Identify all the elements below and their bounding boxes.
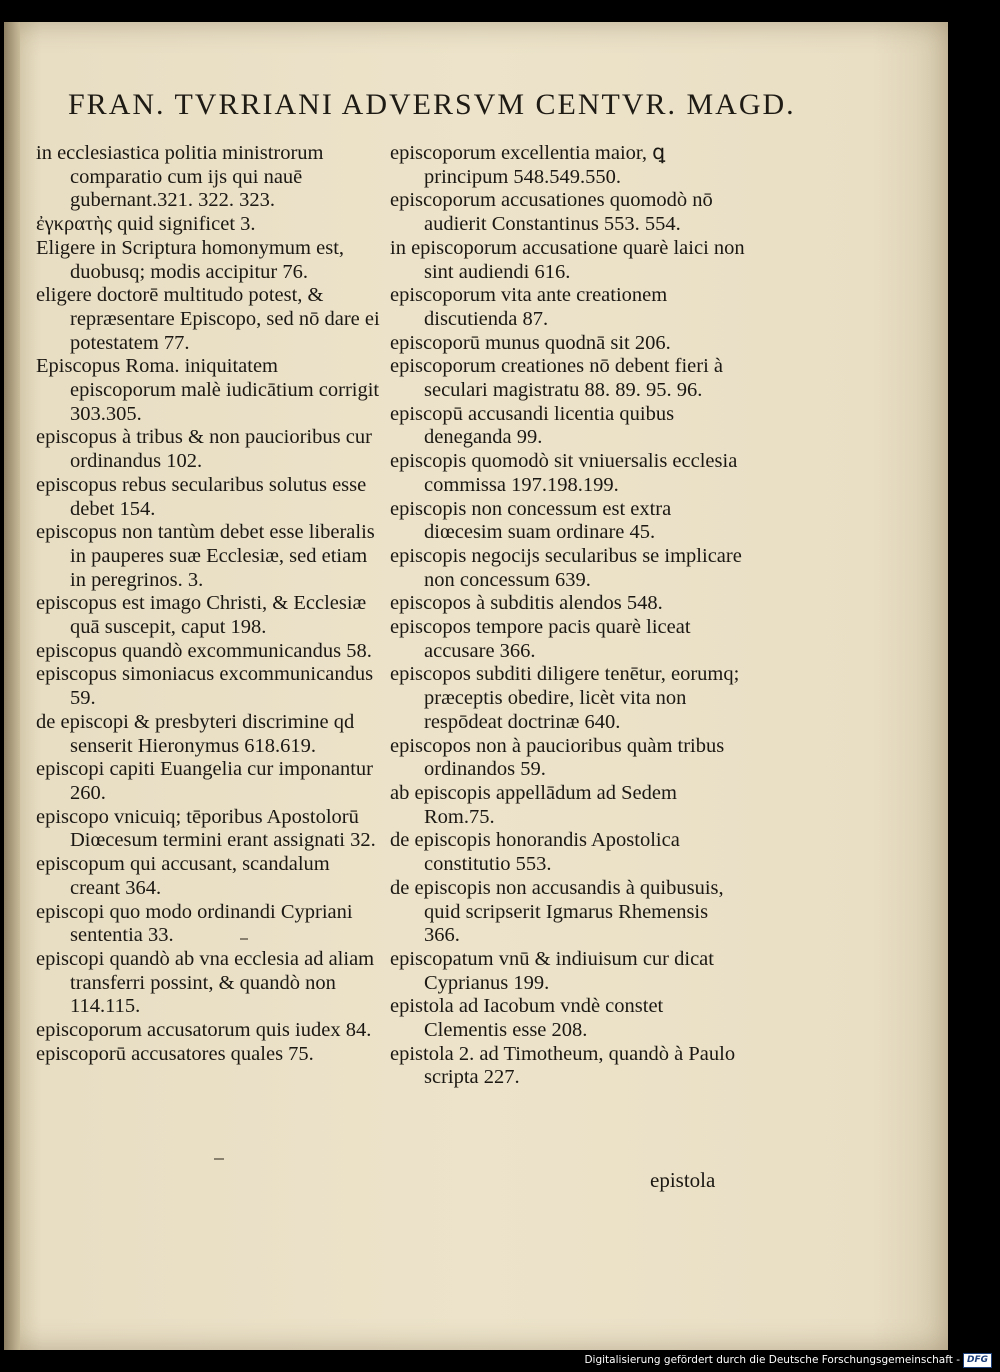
index-entry: episcopus est imago Christi, & Ecclesiæ quā suscepit, caput 198. [36, 592, 367, 639]
running-header: FRAN. TVRRIANI ADVERSVM CENTVR. MAGD. [68, 88, 796, 121]
index-entry: episcopos tempore pacis quarè liceat accusare 366. [390, 616, 691, 662]
index-entry: episcoporum creationes nō debent fieri à seculari magistratu 88. 89. 95. 96. [390, 355, 723, 402]
index-entry: Eligere in Scriptura homonymum est, duobusq; modis accipitur 76. [36, 236, 345, 283]
index-entry: epistola ad Iacobum vndè constet Clementis esse 208. [390, 995, 664, 1042]
index-entry: episcoporū accusatores quales 75. [36, 1042, 314, 1065]
index-entry: episcopos subditi diligere tenētur, eorumq; præceptis obedire, licèt vita non respōdeat doctrinæ 640. [390, 663, 740, 733]
index-entry: de episcopi & presbyteri discrimine qd senserit Hieronymus 618.619. [36, 710, 355, 757]
index-entry: episcoporum excellentia maior, ꝗ principum 548.549.550. [390, 142, 666, 188]
index-entry: episcopis negocijs secularibus se implicare non concessum 639. [390, 544, 742, 591]
index-entry: episcopus quandò excommunicandus 58. [36, 639, 372, 662]
index-column-right [390, 142, 746, 1090]
index-entry: ἐγκρατὴς quid significet 3. [36, 213, 256, 236]
index-entry: episcopū accusandi licentia quibus deneganda 99. [390, 402, 675, 449]
index-entry: episcopi quo modo ordinandi Cypriani sententia 33. [36, 900, 353, 947]
index-entry: in ecclesiastica politia ministrorum comparatio cum ijs qui nauē gubernant.321. 322. 323. [36, 142, 324, 212]
index-entry: episcoporū munus quodnā sit 206. [390, 331, 671, 354]
ink-blot [214, 1158, 224, 1160]
index-entry: episcoporum accusationes quomodò nō audierit Constantinus 553. 554. [390, 189, 713, 236]
index-entry: episcopi capiti Euangelia cur imponantur 260. [36, 758, 373, 804]
index-entry: episcopus à tribus & non paucioribus cur ordinandus 102. [36, 426, 372, 473]
index-entry: episcopus non tantùm debet esse liberalis in pauperes suæ Ecclesiæ, sed etiam in peregrinos. 3. [36, 521, 375, 591]
index-entry: eligere doctorē multitudo potest, & repræsentare Episcopo, sed nō dare ei potestatem 77. [36, 284, 380, 354]
index-entry: episcopi quandò ab vna ecclesia ad aliam transferri possint, & quandò non 114.115. [36, 947, 375, 1018]
index-entry: episcoporum vita ante creationem discutienda 87. [390, 284, 668, 330]
book-page [4, 22, 948, 1350]
index-entry: de episcopis non accusandis à quibusuis, quid scripserit Igmarus Rhemensis 366. [390, 876, 724, 947]
index-column-left [36, 142, 382, 1066]
index-entry: in episcoporum accusatione quarè laici non sint audiendi 616. [390, 236, 745, 283]
index-entry: episcoporum accusatorum quis iudex 84. [36, 1019, 372, 1042]
index-entry: episcopos à subditis alendos 548. [390, 592, 663, 615]
index-entry: episcopis non concessum est extra diœcesim suam ordinare 45. [390, 497, 672, 544]
index-entry: episcopis quomodò sit vniuersalis ecclesia commissa 197.198.199. [390, 450, 738, 496]
index-entry: episcopum qui accusant, scandalum creant 364. [36, 853, 330, 899]
index-entry: epistola 2. ad Timotheum, quandò à Paulo scripta 227. [390, 1042, 736, 1089]
index-entry: de episcopis honorandis Apostolica constitutio 553. [390, 829, 680, 876]
page-spine-shadow [4, 22, 20, 1350]
credit-text: Digitalisierung gefördert durch die Deutsche Forschungsgemeinschaft - [584, 1354, 960, 1366]
dfg-logo-icon: DFG [963, 1353, 992, 1368]
index-entry: episcopos non à paucioribus quàm tribus ordinandos 59. [390, 734, 725, 781]
index-entry: episcopus rebus secularibus solutus esse debet 154. [36, 473, 367, 520]
index-entry: episcopus simoniacus excommunicandus 59. [36, 663, 374, 710]
index-entry: ab episcopis appellādum ad Sedem Rom.75. [390, 781, 677, 828]
index-entry: episcopatum vnū & indiuisum cur dicat Cyprianus 199. [390, 947, 714, 994]
ink-blot [240, 938, 248, 940]
digitization-credit [584, 1352, 992, 1368]
index-entry: Episcopus Roma. iniquitatem episcoporum malè iudicātium corrigit 303.305. [36, 355, 380, 425]
index-entry: episcopo vnicuiq; tēporibus Apostolorū Diœcesum termini erant assignati 32. [36, 805, 376, 852]
catchword: epistola [650, 1168, 716, 1192]
